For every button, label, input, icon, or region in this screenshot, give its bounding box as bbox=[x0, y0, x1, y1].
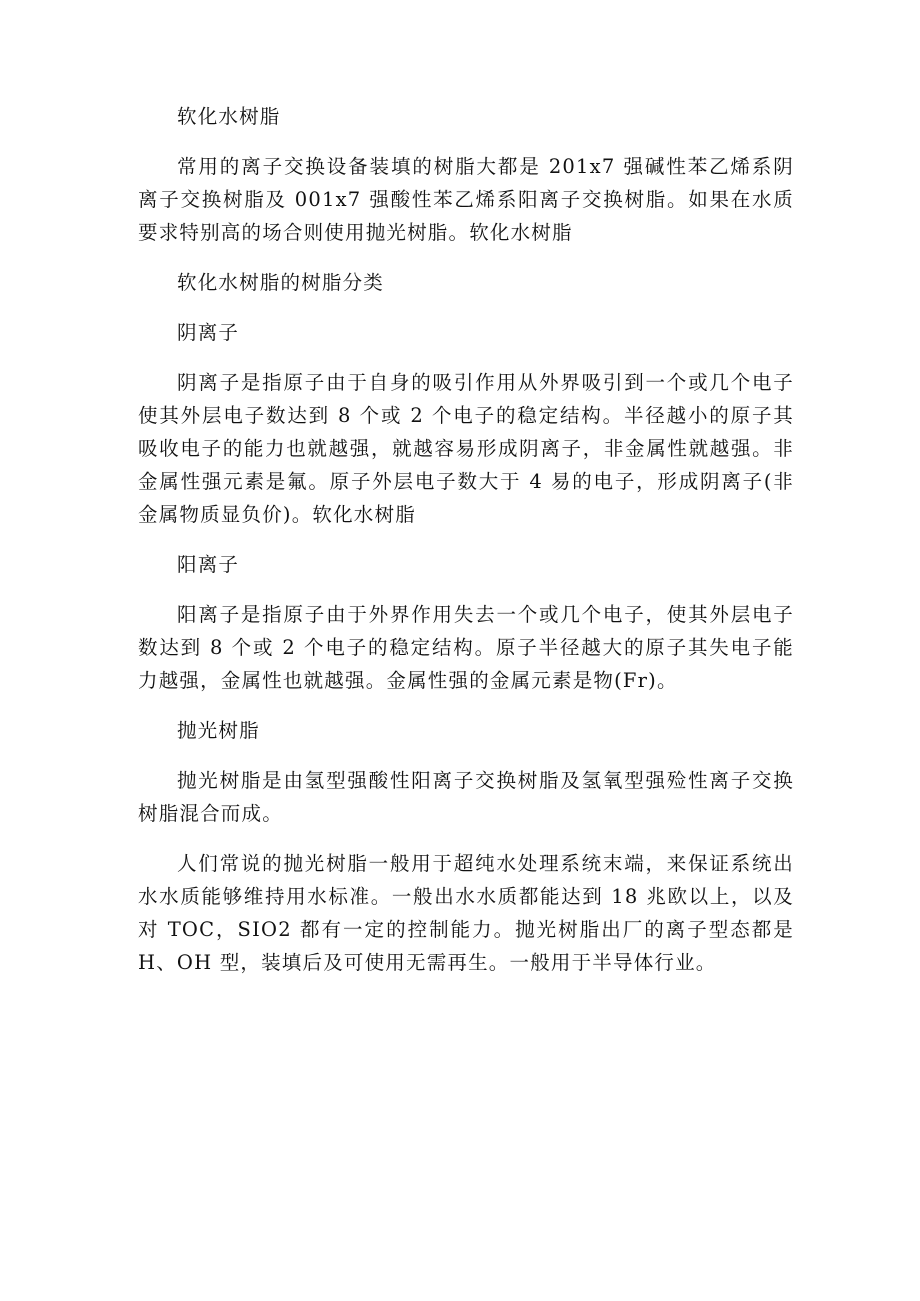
paragraph-cation: 阳离子是指原子由于外界作用失去一个或几个电子，使其外层电子数达到 8 个或 2 个电子的稳定结构。原子半径越大的原子其失电子能力越强，金属性也就越强。金属性强的金属元素是物(Fr)。 bbox=[138, 603, 794, 692]
section-heading-polishing-resin: 抛光树脂 bbox=[177, 719, 260, 742]
paragraph-polishing-resin-usage: 人们常说的抛光树脂一般用于超纯水处理系统末端，来保证系统出水水质能够维持用水标准。一般出水水质都能达到 18 兆欧以上，以及对 TOC，SIO2 都有一定的控制能力。抛光树脂出厂的离子型态都是 H、OH 型，装填后及可使用无需再生。一般用于半导体行业。 bbox=[138, 852, 794, 974]
paragraph-intro: 常用的离子交换设备装填的树脂大都是 201x7 强碱性苯乙烯系阴离子交换树脂及 001x7 强酸性苯乙烯系阳离子交换树脂。如果在水质要求特别高的场合则使用抛光树脂。软化水树脂 bbox=[138, 155, 794, 244]
document-body bbox=[138, 100, 794, 996]
section-heading-cation: 阳离子 bbox=[177, 553, 240, 576]
paragraph-anion: 阴离子是指原子由于自身的吸引作用从外界吸引到一个或几个电子使其外层电子数达到 8 个或 2 个电子的稳定结构。半径越小的原子其吸收电子的能力也就越强，就越容易形成阴离子，非金属性就越强。非金属性强元素是氟。原子外层电子数大于 4 易的电子，形成阴离子(非金属物质显负价)。软化水树脂 bbox=[138, 371, 794, 526]
paragraph-polishing-resin-composition: 抛光树脂是由氢型强酸性阳离子交换树脂及氢氧型强殓性离子交换树脂混合而成。 bbox=[138, 769, 794, 825]
section-heading-anion: 阴离子 bbox=[177, 321, 240, 344]
section-heading-resin-classification: 软化水树脂的树脂分类 bbox=[177, 271, 385, 294]
section-heading-softened-water-resin: 软化水树脂 bbox=[177, 105, 281, 128]
